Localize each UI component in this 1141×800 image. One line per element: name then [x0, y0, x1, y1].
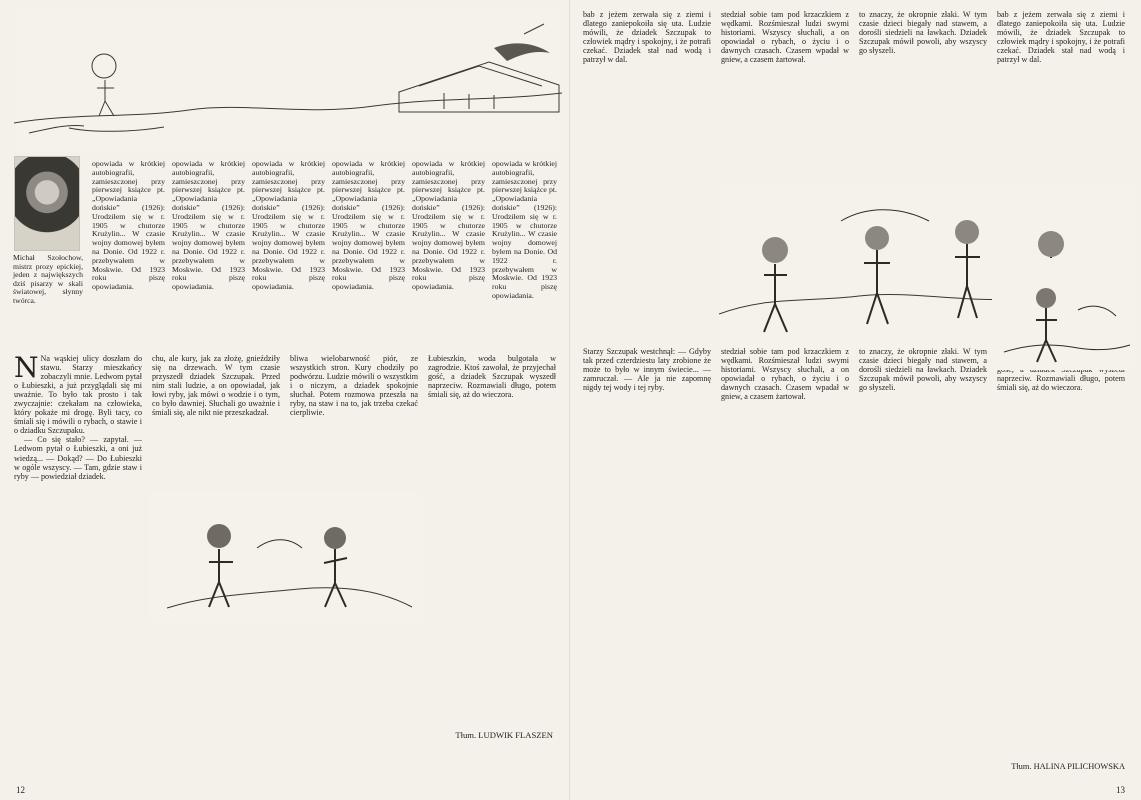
right-story-column-5: Starzy Szczupak westchnął: — Gdyby tak przed czterdziestu laty zrobione że może to było w innym świecie... — zamruczał. — Ale ja nie zapomnę nigdy tej wody i tej ryby.	[583, 347, 711, 393]
title-illustration	[14, 8, 562, 150]
right-story-column-3: to znaczy, że okropnie złaki. W tym czasie dzieci biegały nad stawem, a dorośli siedzieli na ławkach. Dziadek Szczupak mówił powoli, aby wszyscy go słyszeli.	[859, 10, 987, 56]
left-story-text: Na wąskiej ulicy doszłam do stawu. Starzy mieszkańcy zobaczyli mnie. Ledwom pytał o Łubieszki, a już przyglądali się mi uważnie. To było tak prosto i tak zwyczajnie: czekałam na człowieka, który pokaże mi drogę. Byli tacy, co śmiali się i mówili o rybach, o stawie i o dziadku Szczupaku.	[14, 354, 142, 436]
drop-cap: N	[14, 354, 39, 384]
left-dialogue: — Co się stało? — zapytał. — Ledwom pytał o Łubieszki, a oni już wiedzą... — Dokąd? — Do Łubieszki w ogóle wszyscy. — Tam, gdzie staw i ryby — powiedział dziadek.	[14, 435, 142, 481]
rural-scene-illustration	[14, 8, 562, 150]
right-story-column-2: stedział sobie tam pod krzaczkiem z wędkami. Rozśmieszał ludzi swymi historiami. Wszyscy słuchali, a on opowiadał o rybach, o życiu i o dawnych czasach. Czasem wpadał w gniew, a czasem żartował.	[721, 10, 849, 65]
author-photo-caption: Michał Szołochow, mistrz prozy epickiej, jeden z największych dziś pisarzy w skali światowej, słynny twórca.	[13, 253, 83, 305]
right-page	[571, 0, 1141, 800]
left-story-column-1	[14, 354, 142, 772]
left-story-column-2: chu, ale kury, jak za złożę, gnieździły się na drzewach. W tym czasie przyszedł dziadek Szczupak. Przed nim stali ludzie, a on opowiadał, jak łowi ryby, jak mówi o wodzie i o tym, co było dawniej. Słuchali go uważnie i śmiali się, ale nikt nie przeszkadzał.	[152, 354, 280, 418]
intro-column-4: opowiada w krótkiej autobiografii, zamieszczonej przy pierwszej książce pt. „Opowiadania dońskie” (1926): Urodziłem się w r. 1905 w chutorze Krużylin... W czasie wojny domowej byłem na Donie. Od 1922 r. przebywałem w Moskwie. Od 1923 roku piszę opowiadania.	[332, 160, 405, 292]
intro-column-6: opowiada w krótkiej autobiografii, zamieszczonej przy pierwszej książce pt. „Opowiadania dońskie” (1926): Urodziłem się w r. 1905 w chutorze Krużylin... W czasie wojny domowej byłem na Donie. Od 1922 r. przebywałem w Moskwie. Od 1923 roku piszę opowiadania.	[492, 160, 557, 300]
right-story-column-7: to znaczy, że okropnie złaki. W tym czasie dzieci biegały nad stawem, a dorośli siedzieli na ławkach. Dziadek Szczupak mówił powoli, aby wszyscy go słyszeli.	[859, 347, 987, 393]
intro-column-1: opowiada w krótkiej autobiografii, zamieszczonej przy pierwszej książce pt. „Opowiadania dońskie” (1926): Urodziłem się w r. 1905 w chutorze Krużylin... W czasie wojny domowej byłem na Donie. Od 1922 r. przebywałem w Moskwie. Od 1923 roku piszę opowiadania.	[92, 160, 165, 292]
intro-column-3: opowiada w krótkiej autobiografii, zamieszczonej przy pierwszej książce pt. „Opowiadania dońskie” (1926): Urodziłem się w r. 1905 w chutorze Krużylin... W czasie wojny domowej byłem na Donie. Od 1922 r. przebywałem w Moskwie. Od 1923 roku piszę opowiadania.	[252, 160, 325, 292]
right-side-illustration	[992, 258, 1137, 370]
right-story-column-6: stedział sobie tam pod krzaczkiem z wędkami. Rozśmieszał ludzi swymi historiami. Wszyscy słuchali, a on opowiadał o rybach, o życiu i o dawnych czasach. Czasem wpadał w gniew, a czasem żartował.	[721, 347, 849, 402]
intro-column-2: opowiada w krótkiej autobiografii, zamieszczonej przy pierwszej książce pt. „Opowiadania dońskie” (1926): Urodziłem się w r. 1905 w chutorze Krużylin... W czasie wojny domowej byłem na Donie. Od 1922 r. przebywałem w Moskwie. Od 1923 roku piszę opowiadania.	[172, 160, 245, 292]
left-page	[0, 0, 570, 800]
left-story-column-3: bliwa wielobarwność piór, ze wszystkich stron. Kury chodziły po podwórzu. Ludzie mówili o wszystkim i o niczym, a dziadek spokojnie słuchał. Potem rozmowa przeszła na ryby, na staw i na to, jak trzeba czekać cierpliwie.	[290, 354, 418, 418]
right-story-column-1: bab z jeżem zerwała się z ziemi i dlatego zaniepokoiła się uta. Ludzie mówili, że dziadek Szczupak to człowiek mądry i spokojny, i że potrafi czekać. Dziadek stał nad wodą i patrzył w dal.	[583, 10, 711, 65]
page-number-right: 13	[1116, 785, 1125, 795]
author-photo	[14, 156, 80, 251]
left-story-column-4: Łubieszkin, woda bulgotała w zagrodzie. Ktoś zawołał, że przyjechał gość, a dziadek Szczupak wyszedł naprzeciw. Rozmawiali długo, potem śmiali się, aż do wieczora.	[428, 354, 556, 400]
right-story-column-4: bab z jeżem zerwała się z ziemi i dlatego zaniepokoiła się uta. Ludzie mówili, że dziadek Szczupak to człowiek mądry i spokojny, i że potrafi czekać. Dziadek stał nad wodą i patrzył w dal.	[997, 10, 1125, 65]
intro-column-5: opowiada w krótkiej autobiografii, zamieszczonej przy pierwszej książce pt. „Opowiadania dońskie” (1926): Urodziłem się w r. 1905 w chutorze Krużylin... W czasie wojny domowej byłem na Donie. Od 1922 r. przebywałem w Moskwie. Od 1923 roku piszę opowiadania.	[412, 160, 485, 292]
translator-credit-left: Tłum. LUDWIK FLASZEN	[455, 730, 553, 740]
translator-credit-right: Tłum. HALINA PILICHOWSKA	[1011, 762, 1125, 771]
right-story-column-8: naprzeciw. Rozmawiali długo, potem śmiali się, aż do wieczora.	[997, 374, 1125, 393]
page-number-left: 12	[16, 785, 25, 795]
